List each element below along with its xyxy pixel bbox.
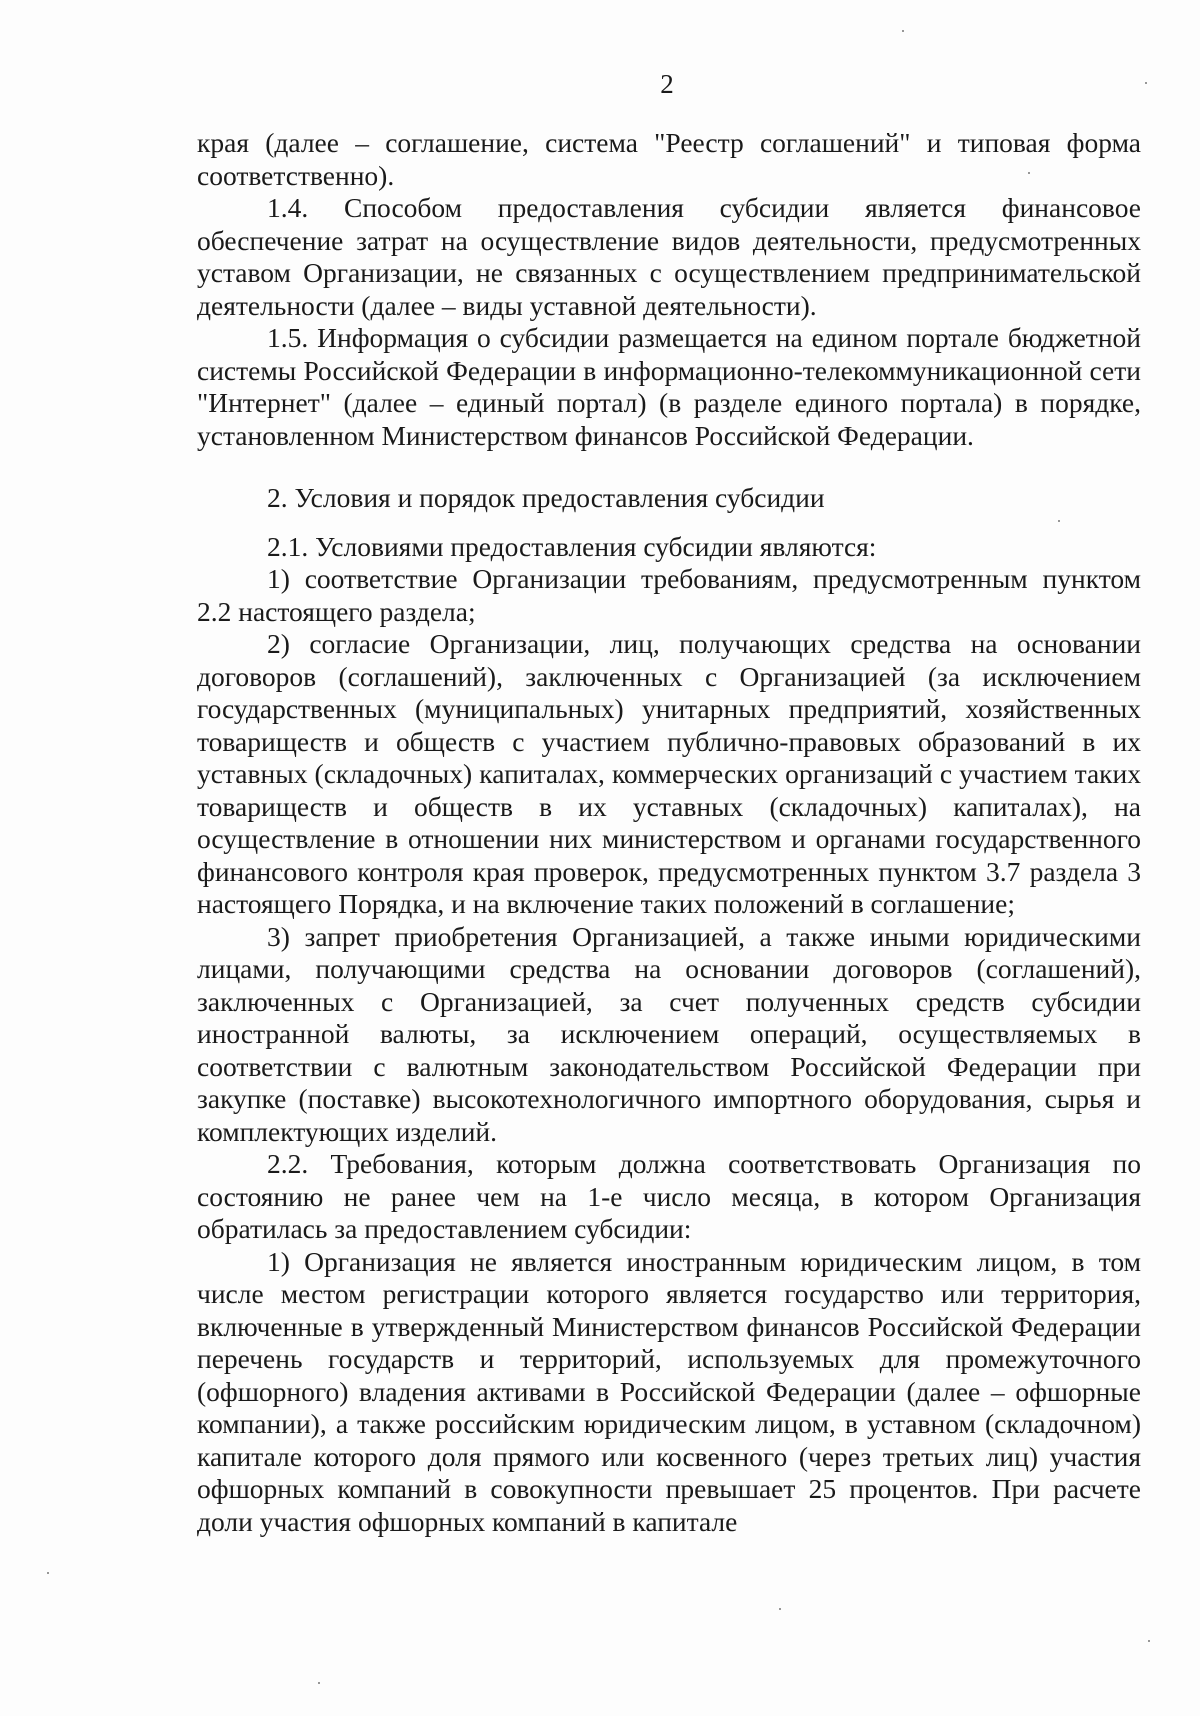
paragraph-1-4: 1.4. Способом предоставления субсидии является финансовое обеспечение затрат на осуществление видов деятельности, предусмотренных уставом Организации, не связанных с осуществлением предпринимательской деятельности (далее – виды уставной деятельности). <box>197 192 1141 321</box>
scan-speck <box>1145 82 1147 84</box>
paragraph-2-1: 2.1. Условиями предоставления субсидии являются: <box>267 530 877 562</box>
scan-speck <box>318 1682 320 1684</box>
paragraph-1-5: 1.5. Информация о субсидии размещается на едином портале бюджетной системы Российской Федерации в информационно-телекоммуникационной сети "Интернет" (далее – единый портал) (в разделе единого портала) в порядке, установленном Министерством финансов Российской Федерации. <box>197 322 1141 451</box>
paragraph-intro-continuation: края (далее – соглашение, система "Реестр соглашений" и типовая форма соответственно). <box>197 127 1141 191</box>
paragraph-2-2-item-1: 1) Организация не является иностранным юридическим лицом, в том числе местом регистрации которого является государство или территория, включенные в утвержденный Министерством финансов Российской Федерации перечень государств и территорий, используемых для промежуточного (офшорного) владения активами в Российской Федерации (далее – офшорные компании), а также российским юридическим лицом, в уставном (складочном) капитале которого доля прямого или косвенного (через третьих лиц) участия офшорных компаний в совокупности превышает 25 процентов. При расчете доли участия офшорных компаний в капитале <box>197 1245 1141 1537</box>
page-number: 2 <box>660 69 674 99</box>
paragraph-2-1-item-3: 3) запрет приобретения Организацией, а также иными юридическими лицами, получающими средства на основании договоров (соглашений), заключенных с Организацией, за счет полученных средств субсидии иностранной валюты, за исключением операций, осуществляемых в соответствии с валютным законодательством Российской Федерации при закупке (поставке) высокотехнологичного импортного оборудования, сырья и комплектующих изделий. <box>197 920 1141 1147</box>
paragraph-2-1-item-1: 1) соответствие Организации требованиям, предусмотренным пунктом 2.2 настоящего раздела; <box>197 563 1141 627</box>
scan-speck <box>47 1572 49 1574</box>
paragraph-2-2: 2.2. Требования, которым должна соответствовать Организация по состоянию не ранее чем на 1-е число месяца, в котором Организация обратилась за предоставлением субсидии: <box>197 1148 1141 1244</box>
scan-speck <box>1028 172 1030 174</box>
section-heading: 2. Условия и порядок предоставления субсидии <box>267 482 825 513</box>
document-body <box>197 127 1141 1538</box>
scan-speck <box>1058 520 1060 522</box>
scan-speck <box>902 30 904 32</box>
scan-speck <box>779 1608 781 1610</box>
paragraph-2-1-item-2: 2) согласие Организации, лиц, получающих средства на основании договоров (соглашений), заключенных с Организацией (за исключением государственных (муниципальных) унитарных предприятий, хозяйственных товариществ и обществ с участием публично-правовых образований в их уставных (складочных) капиталах, коммерческих организаций с участием таких товариществ и обществ в их уставных (складочных) капиталах), на осуществление в отношении них министерством и органами государственного финансового контроля края проверок, предусмотренных пунктом 3.7 раздела 3 настоящего Порядка, и на включение таких положений в соглашение; <box>197 628 1141 919</box>
scan-speck <box>1148 1640 1150 1642</box>
